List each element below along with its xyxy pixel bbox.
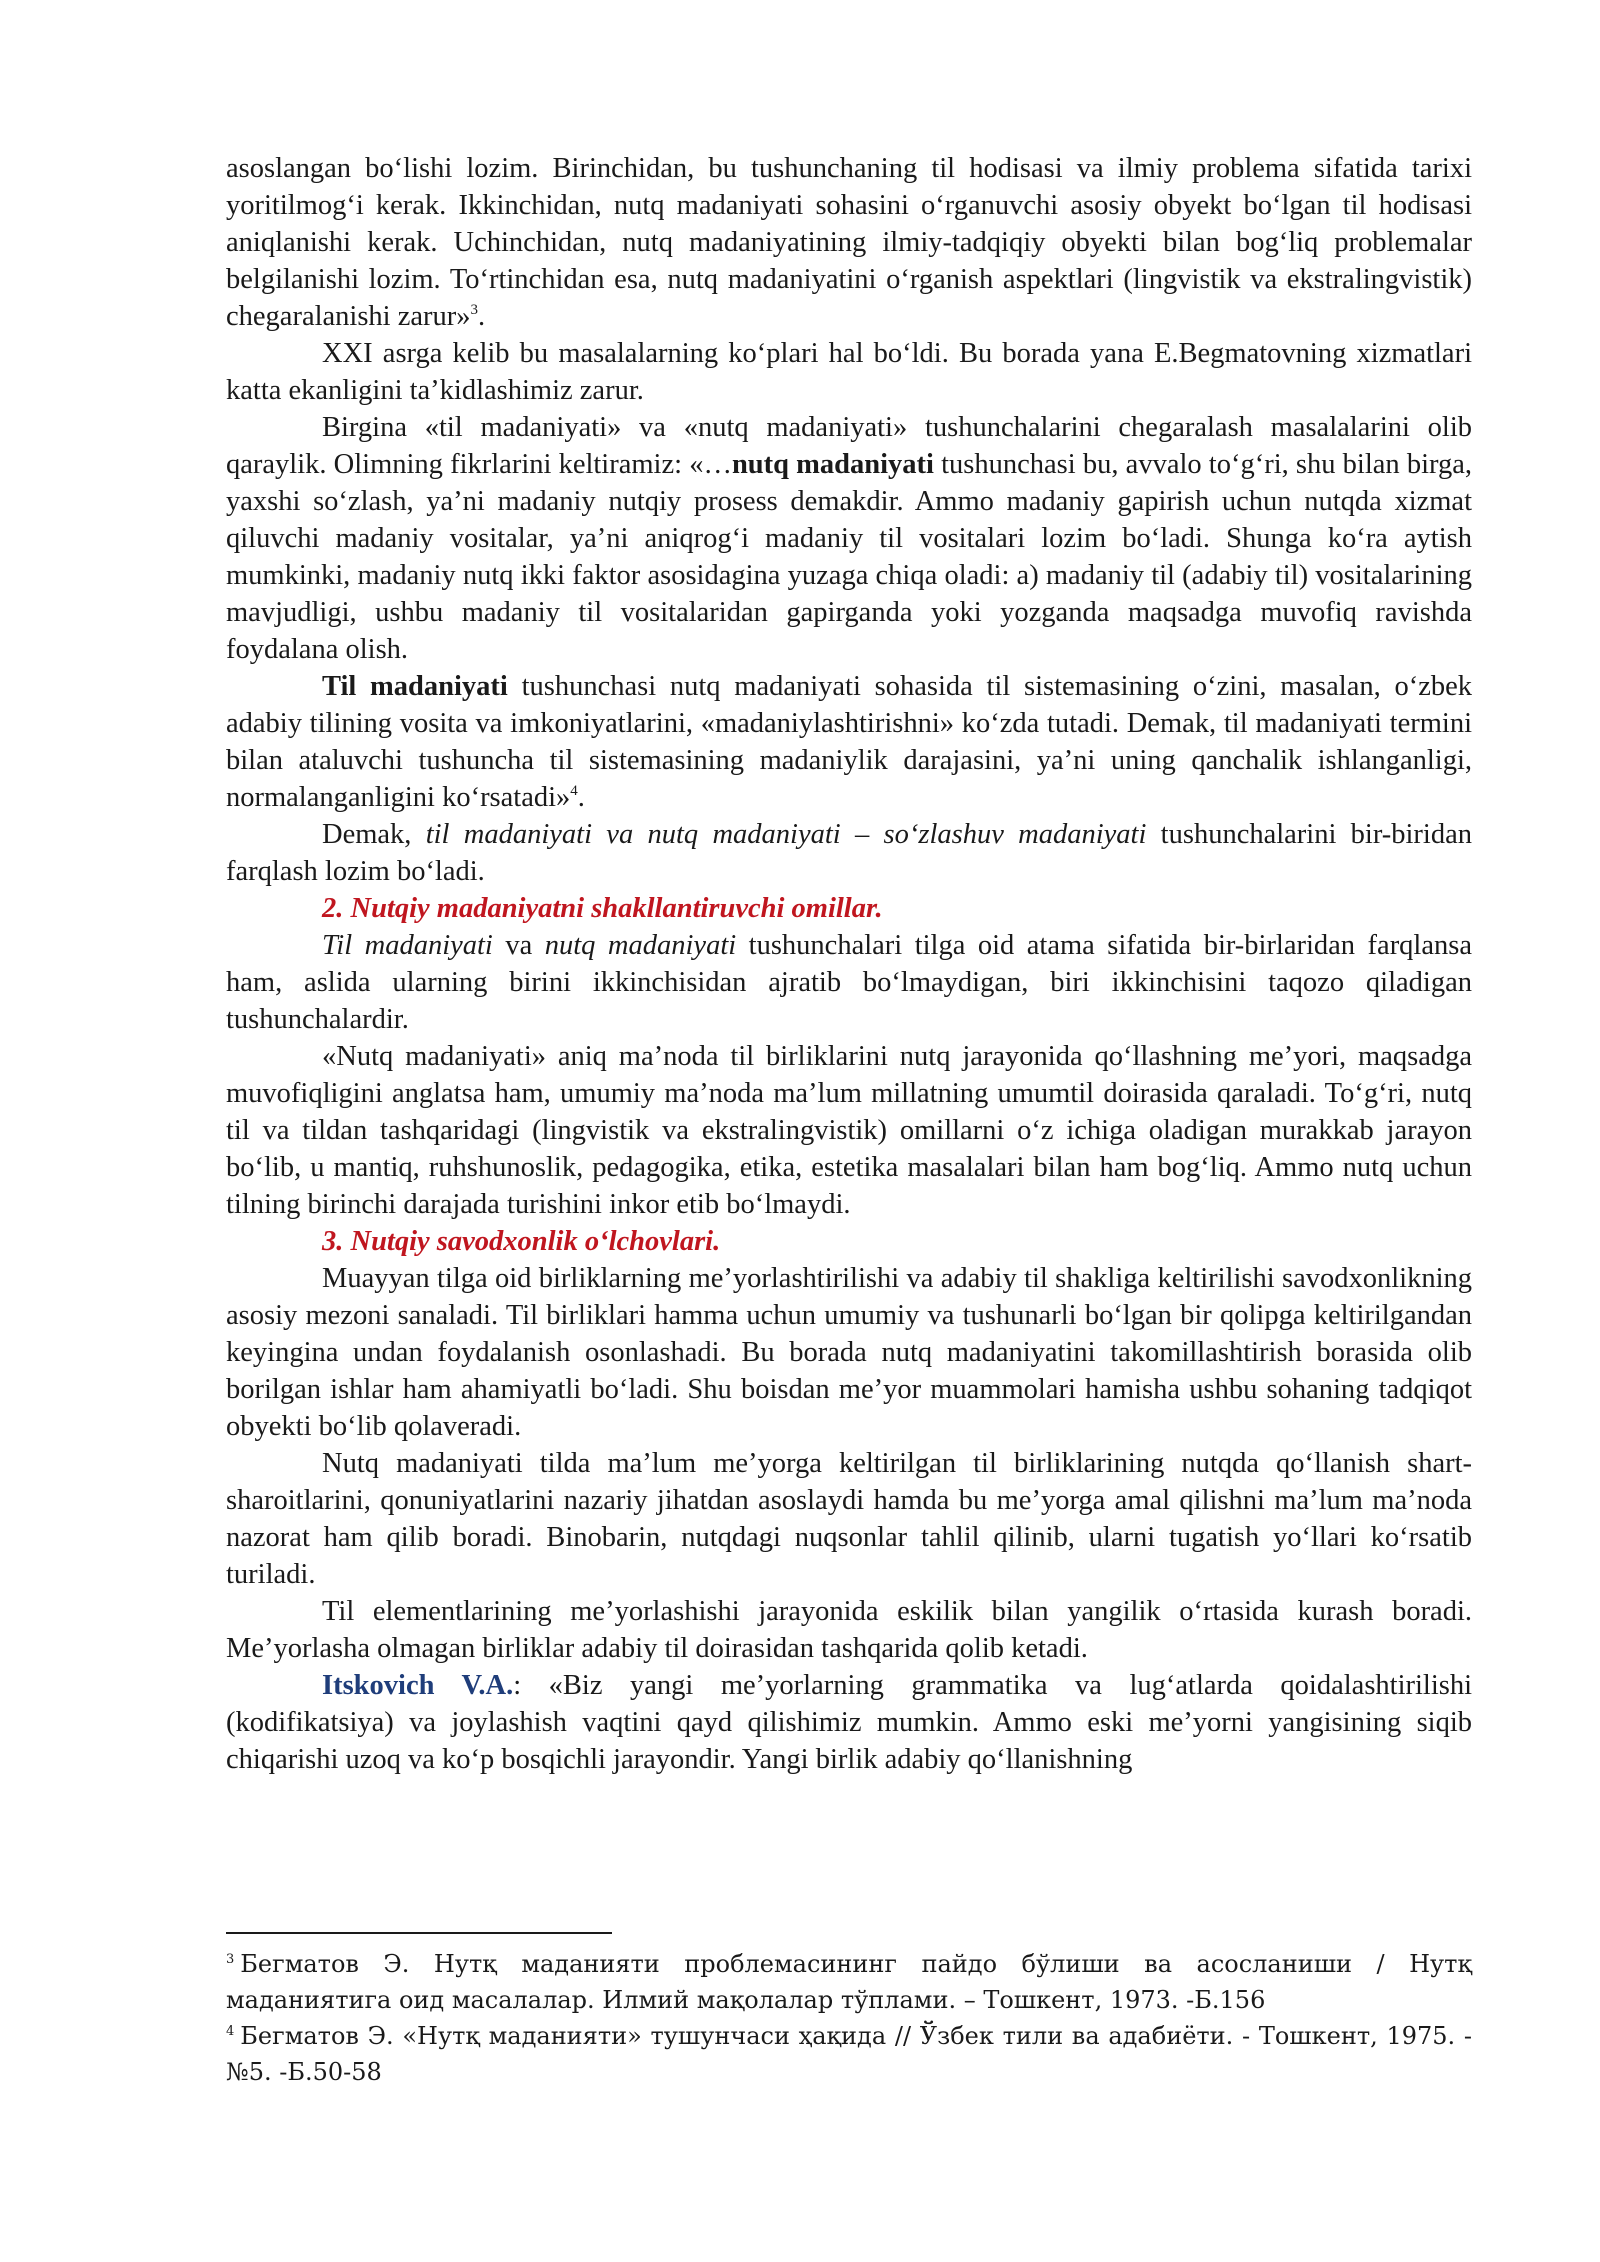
footnote-number: 4 — [226, 2024, 235, 2039]
paragraph — [226, 927, 1472, 1038]
paragraph — [226, 150, 1472, 335]
section-heading-2: 2. Nutqiy madaniyatni shakllantiruvchi omillar. — [322, 893, 883, 924]
paragraph — [226, 816, 1472, 890]
italic-term: til madaniyati va nutq madaniyati – soʻzlashuv madaniyati — [425, 819, 1147, 850]
paragraph-text: va — [492, 930, 545, 961]
paragraph — [226, 668, 1472, 816]
italic-term: Til madaniyati — [322, 930, 493, 961]
bold-term: nutq madaniyati — [731, 449, 934, 480]
paragraph-text: tushunchalarini bir-biridan farqlash lozim boʻladi. — [226, 819, 1472, 887]
paragraph: Muayyan tilga oid birliklarning meʼyorlashtirilishi va adabiy til shakliga keltirilishi savodxonlikning asosiy mezoni sanaladi. Til birliklari hamma uchun umumiy va tushunarli boʻlgan bir qolipga keltirilgandan keyingina undan foydalanish osonlashadi. Bu borada nutq madaniyatini takomillashtirish borasida olib borilgan ishlar ham ahamiyatli boʻladi. Shu boisdan meʼyor muammolari hamisha ushbu sohaning tadqiqot obyekti boʻlib qolaveradi. — [226, 1263, 1472, 1442]
paragraph — [226, 409, 1472, 668]
paragraph: Til elementlarining meʼyorlashishi jarayonida eskilik bilan yangilik oʻrtasida kurash boradi. Meʼyorlasha olmagan birliklar adabiy til doirasidan tashqarida qolib ketadi. — [226, 1596, 1472, 1664]
paragraph-end: . — [577, 782, 585, 813]
paragraph-text: Demak, — [322, 819, 426, 850]
footnote — [226, 2018, 1472, 2090]
paragraph-text: asoslangan boʻlishi lozim. Birinchidan, bu tushunchaning til hodisasi va ilmiy problema sifatida tarixi yoritilmogʻi kerak. Ikkinchidan, nutq madaniyati sohasini oʻrganuvchi asosiy obyekt boʻlgan til hodisasi aniqlanishi kerak. Uchinchidan, nutq madaniyatining ilmiy-tadqiqiy obyekti bilan bogʻliq problemalar belgilanishi lozim. Toʻrtinchidan esa, nutq madaniyatini oʻrganish aspektlari (lingvistik va ekstralingvistik) chegaralanishi zarur» — [226, 153, 1472, 332]
footnote-text: Бегматов Э. «Нутқ маданияти» тушунчаси ҳақида // Ўзбек тили ва адабиёти. - Тошкент, 1975. -№5. -Б.50-58 — [226, 2022, 1472, 2086]
paragraph-text: tushunchasi nutq madaniyati sohasida til sistemasining oʻzini, masalan, oʻzbek adabiy tilining vosita va imkoniyatlarini, «madaniylashtirishni» koʻzda tutadi. Demak, til madaniyati termini bilan ataluvchi tushuncha til sistemasining madaniylik darajasini, yaʼni uning qanchalik ishlanganligi, normalanganligini koʻrsatadi» — [226, 671, 1472, 813]
paragraph-text: Birgina «til madaniyati» va «nutq madaniyati» tushunchalarini chegaralash masalalarini olib qaraylik. Olimning fikrlarini keltiramiz: «… — [226, 412, 1472, 480]
italic-term: nutq madaniyati — [544, 930, 737, 961]
footnotes — [226, 1932, 1472, 2090]
footnote-separator — [226, 1932, 612, 1934]
document-body — [226, 150, 1472, 1778]
paragraph-text: tushunchalari tilga oid atama sifatida bir-birlaridan farqlansa ham, aslida ularning birini ikkinchisidan ajratib boʻlmaydigan, biri ikkinchisini taqozo qiladigan tushunchalardir. — [226, 930, 1472, 1035]
footnote-number: 3 — [226, 1952, 235, 1967]
paragraph-text: tushunchasi bu, avvalo toʻgʻri, shu bilan birga, yaxshi soʻzlash, yaʼni madaniy nutqiy prosess demakdir. Ammo madaniy gapirish uchun nutqda xizmat qiluvchi madaniy vositalar, yaʼni aniqrogʻi madaniy til vositalari lozim boʻladi. Shunga koʻra aytish mumkinki, madaniy nutq ikki faktor asosidagina yuzaga chiqa oladi: a) madaniy til (adabiy til) vositalarining mavjudligi, ushbu madaniy til vositalaridan gapirganda yoki yozganda maqsadga muvofiq ravishda foydalana olish. — [226, 449, 1473, 665]
paragraph-text: : «Biz yangi meʼyorlarning grammatika va lugʻatlarda qoidalashtirilishi (kodifikatsiya) va joylashish vaqtini qayd qilishimiz mumkin. Ammo eski meʼyorni yangisining siqib chiqarishi uzoq va koʻp bosqichli jarayondir. Yangi birlik adabiy qoʻllanishning — [226, 1670, 1472, 1775]
section-heading-3: 3. Nutqiy savodxonlik oʻlchovlari. — [322, 1226, 721, 1257]
footnote-ref[interactable]: 4 — [570, 783, 578, 799]
paragraph: «Nutq madaniyati» aniq maʼnoda til birliklarini nutq jarayonida qoʻllashning meʼyori, maqsadga muvofiqligini anglatsa ham, umumiy maʼnoda maʼlum millatning umumtil doirasida qaraladi. Toʻgʻri, nutq til va tildan tashqaridagi (lingvistik va ekstralingvistik) omillarni oʻz ichiga oladigan murakkab jarayon boʻlib, u mantiq, ruhshunoslik, pedagogika, etika, estetika masalalari bilan ham bogʻliq. Ammo nutq uchun tilning birinchi darajada turishini inkor etib boʻlmaydi. — [226, 1041, 1472, 1220]
bold-term: Til madaniyati — [322, 671, 508, 702]
author-name: Itskovich V.A. — [322, 1670, 514, 1701]
paragraph: XXI asrga kelib bu masalalarning koʻplari hal boʻldi. Bu borada yana E.Begmatovning xizmatlari katta ekanligini taʼkidlashimiz zarur. — [226, 338, 1472, 406]
paragraph-end: . — [478, 301, 486, 332]
footnote-ref[interactable]: 3 — [470, 302, 478, 318]
paragraph — [226, 1667, 1472, 1778]
footnote-text: Бегматов Э. Нутқ маданияти проблемасининг пайдо бўлиши ва асосланиши / Нутқ маданиятига оид масалалар. Илмий мақолалар тўплами. – Тошкент, 1973. -Б.156 — [226, 1950, 1472, 2014]
footnote — [226, 1946, 1472, 2018]
paragraph: Nutq madaniyati tilda maʼlum meʼyorga keltirilgan til birliklarining nutqda qoʻllanish shart-sharoitlarini, qonuniyatlarini nazariy jihatdan asoslaydi hamda bu meʼyorga amal qilishni maʼlum maʼnoda nazorat ham qilib boradi. Binobarin, nutqdagi nuqsonlar tahlil qilinib, ularni tugatish yoʻllari koʻrsatib turiladi. — [226, 1448, 1472, 1590]
